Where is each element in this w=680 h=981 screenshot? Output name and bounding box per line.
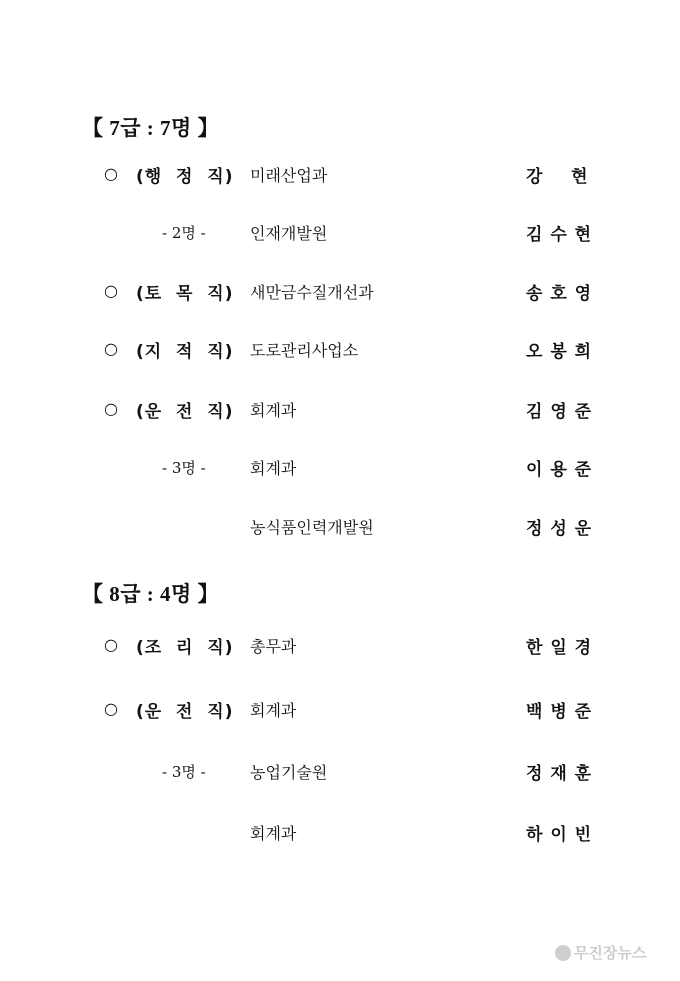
job-category: (조 리 직) [136, 638, 234, 658]
watermark [534, 924, 646, 981]
person-name: 이 용 준 [526, 460, 593, 480]
department: 새만금수질개선과 [250, 283, 374, 302]
department: 도로관리사업소 [250, 341, 359, 360]
person-name: 백 병 준 [526, 702, 593, 722]
watermark-text: 무진장뉴스 [573, 944, 647, 962]
person-name: 정 성 운 [526, 519, 593, 539]
section-heading-grade7: 【 7급 : 7명 】 [82, 116, 220, 140]
department: 미래산업과 [250, 166, 328, 185]
section-heading-grade8: 【 8급 : 4명 】 [82, 582, 220, 606]
department: 농식품인력개발원 [250, 518, 374, 537]
person-name: 강 현 [526, 167, 589, 187]
headcount: - 3명 - [162, 459, 206, 477]
job-category: (운 전 직) [136, 702, 234, 722]
list-item [0, 397, 680, 427]
department: 회계과 [250, 824, 297, 843]
person-name: 송 호 영 [526, 284, 593, 304]
department: 총무과 [250, 637, 297, 656]
department: 농업기술원 [250, 763, 328, 782]
list-item [0, 279, 680, 309]
job-category: (운 전 직) [136, 402, 234, 422]
job-category: (행 정 직) [136, 167, 234, 187]
list-item [0, 162, 680, 192]
list-item [0, 514, 680, 544]
list-item [0, 220, 680, 250]
person-name: 한 일 경 [526, 638, 593, 658]
department: 회계과 [250, 459, 297, 478]
bullet-circle: ○ [104, 699, 118, 718]
list-item [0, 633, 680, 663]
list-item [0, 337, 680, 367]
headcount: - 2명 - [162, 224, 206, 242]
person-name: 정 재 훈 [526, 764, 593, 784]
person-name: 김 수 현 [526, 225, 593, 245]
list-item [0, 697, 680, 727]
list-item [0, 759, 680, 789]
person-name: 하 이 빈 [526, 825, 593, 845]
job-category: (지 적 직) [136, 342, 234, 362]
list-item [0, 455, 680, 485]
list-item [0, 820, 680, 850]
person-name: 김 영 준 [526, 402, 593, 422]
mountain-logo-icon [555, 945, 571, 961]
job-category: (토 목 직) [136, 284, 234, 304]
bullet-circle: ○ [104, 635, 118, 654]
bullet-circle: ○ [104, 164, 118, 183]
bullet-circle: ○ [104, 339, 118, 358]
bullet-circle: ○ [104, 399, 118, 418]
department: 인재개발원 [250, 224, 328, 243]
headcount: - 3명 - [162, 763, 206, 781]
department: 회계과 [250, 401, 297, 420]
bullet-circle: ○ [104, 281, 118, 300]
person-name: 오 봉 희 [526, 342, 593, 362]
department: 회계과 [250, 701, 297, 720]
